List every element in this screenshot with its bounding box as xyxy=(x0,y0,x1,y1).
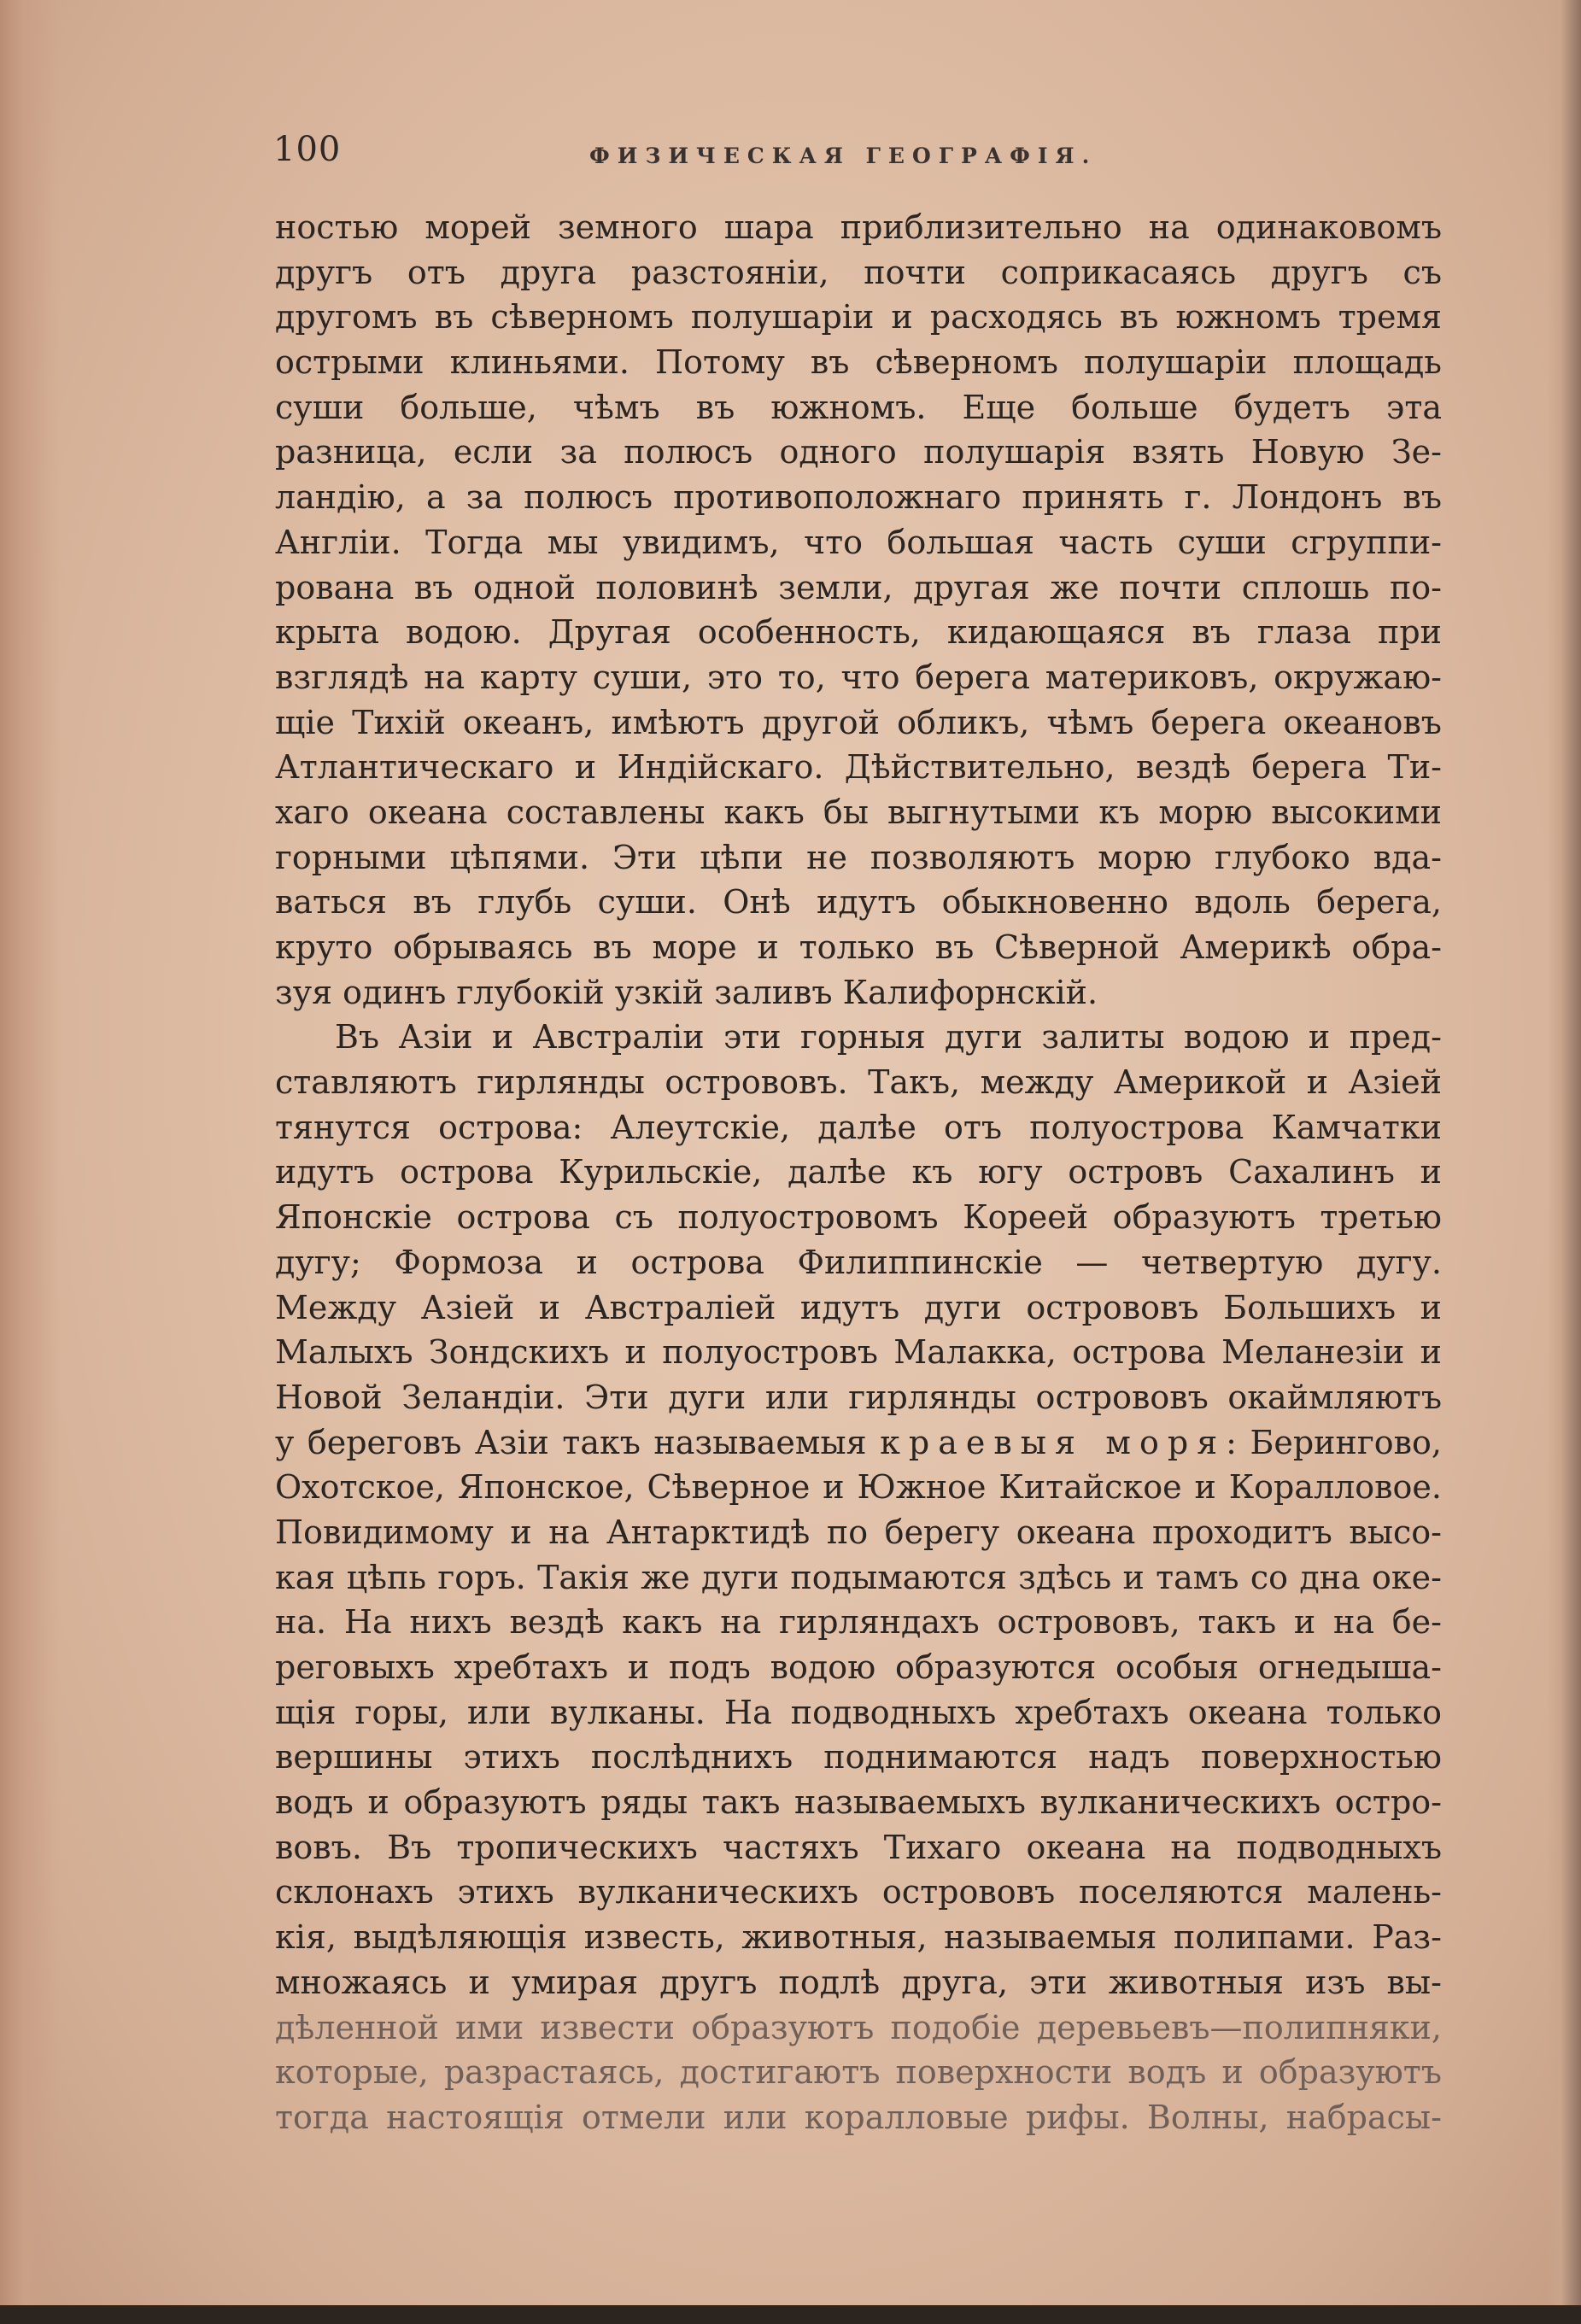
spaced-emphasis: краевыя моря xyxy=(880,1423,1227,1461)
running-title: ФИЗИЧЕСКАЯ ГЕОГРАФІЯ. xyxy=(589,143,1098,168)
text-line: круто обрываясь въ море и только въ Сѣверной Америкѣ обра- xyxy=(275,928,1442,966)
text-line: дугу; Формоза и острова Филиппинскіе — четвертую дугу. xyxy=(275,1243,1442,1281)
text-line: множаясь и умирая другъ подлѣ друга, эти животныя изъ вы- xyxy=(275,1963,1442,2001)
text-line: реговыхъ хребтахъ и подъ водою образуются особыя огнедыша- xyxy=(275,1648,1442,1686)
text-line: горными цѣпями. Эти цѣпи не позволяютъ морю глубоко вда- xyxy=(275,838,1442,876)
text-line: щіе Тихій океанъ, имѣютъ другой обликъ, чѣмъ берега океановъ xyxy=(275,703,1442,741)
page-header xyxy=(273,130,1452,181)
page-bottom-shadow xyxy=(0,2305,1581,2324)
page-number: 100 xyxy=(273,130,342,169)
text-line: Японскіе острова съ полуостровомъ Кореей образуютъ третью xyxy=(275,1198,1442,1237)
text-line: ставляютъ гирлянды острововъ. Такъ, между Америкой и Азіей xyxy=(275,1063,1442,1102)
text-line: рована въ одной половинѣ земли, другая же почти сплошь по- xyxy=(275,568,1442,606)
text-line: суши больше, чѣмъ въ южномъ. Еще больше будетъ эта xyxy=(275,388,1442,426)
text-line-part: у береговъ Азіи такъ называемыя xyxy=(275,1423,881,1461)
text-line: дѣленной ими извести образуютъ подобіе деревьевъ—полипняки, xyxy=(275,2008,1442,2046)
text-line: вершины этихъ послѣднихъ поднимаются надъ поверхностью xyxy=(275,1738,1442,1777)
text-line: склонахъ этихъ вулканическихъ острововъ поселяются малень- xyxy=(275,1873,1442,1911)
text-line: Повидимому и на Антарктидѣ по берегу океана проходитъ высо- xyxy=(275,1513,1442,1551)
text-line: зуя одинъ глубокій узкій заливъ Калифорнскій. xyxy=(275,973,1098,1011)
text-line: кая цѣпь горъ. Такія же дуги подымаются здѣсь и тамъ со дна оке- xyxy=(275,1558,1442,1596)
text-line: Между Азіей и Австраліей идутъ дуги острововъ Большихъ и xyxy=(275,1288,1442,1326)
text-line: Охотское, Японское, Сѣверное и Южное Китайское и Коралловое. xyxy=(275,1468,1442,1507)
text-line: ностью морей земного шара приблизительно на одинаковомъ xyxy=(275,208,1442,246)
text-line: тянутся острова: Алеутскіе, далѣе отъ полуострова Камчатки xyxy=(275,1108,1442,1146)
text-line: взглядѣ на карту суши, это то, что берега материковъ, окружаю- xyxy=(275,658,1442,696)
text-line: Атлантическаго и Индійскаго. Дѣйствительно, вездѣ берега Ти- xyxy=(275,748,1442,787)
text-line-part: : Берингово, xyxy=(1226,1423,1442,1461)
text-line: другомъ въ сѣверномъ полушаріи и расходясь въ южномъ тремя xyxy=(275,298,1442,337)
text-line: вовъ. Въ тропическихъ частяхъ Тихаго океана на подводныхъ xyxy=(275,1828,1442,1866)
text-line: на. На нихъ вездѣ какъ на гирляндахъ острововъ, такъ и на бе- xyxy=(275,1603,1442,1642)
text-line: кія, выдѣляющія известь, животныя, называемыя полипами. Раз- xyxy=(275,1918,1442,1957)
text-line: крыта водою. Другая особенность, кидающаяся въ глаза при xyxy=(275,613,1442,652)
text-line: хаго океана составлены какъ бы выгнутыми къ морю высокими xyxy=(275,793,1442,831)
text-line: идутъ острова Курильскіе, далѣе къ югу островъ Сахалинъ и xyxy=(275,1153,1442,1191)
text-line: ландію, а за полюсъ противоположнаго принять г. Лондонъ въ xyxy=(275,478,1442,517)
text-line: Въ Азіи и Австраліи эти горныя дуги залиты водою и пред- xyxy=(335,1018,1442,1057)
text-line: водъ и образуютъ ряды такъ называемыхъ вулканическихъ остро- xyxy=(275,1783,1442,1822)
text-line xyxy=(275,1420,1442,1466)
text-line: щія горы, или вулканы. На подводныхъ хребтахъ океана только xyxy=(275,1693,1442,1731)
text-line: Малыхъ Зондскихъ и полуостровъ Малакка, острова Меланезіи и xyxy=(275,1333,1442,1372)
text-line: острыми клиньями. Потому въ сѣверномъ полушаріи площадь xyxy=(275,343,1442,382)
binding-edge xyxy=(0,0,60,2324)
page-edge xyxy=(1547,0,1581,2324)
text-line: ваться въ глубь суши. Онѣ идутъ обыкновенно вдоль берега, xyxy=(275,883,1442,922)
text-line: тогда настоящія отмели или коралловые рифы. Волны, набрасы- xyxy=(275,2098,1442,2136)
body-text xyxy=(275,205,1442,2140)
text-line: Англіи. Тогда мы увидимъ, что большая часть суши сгруппи- xyxy=(275,523,1442,561)
text-line: другъ отъ друга разстояніи, почти соприкасаясь другъ съ xyxy=(275,253,1442,291)
text-line: которые, разрастаясь, достигаютъ поверхности водъ и образуютъ xyxy=(275,2053,1442,2092)
text-line: разница, если за полюсъ одного полушарія взять Новую Зе- xyxy=(275,433,1442,471)
text-line: Новой Зеландіи. Эти дуги или гирлянды острововъ окаймляютъ xyxy=(275,1378,1442,1416)
